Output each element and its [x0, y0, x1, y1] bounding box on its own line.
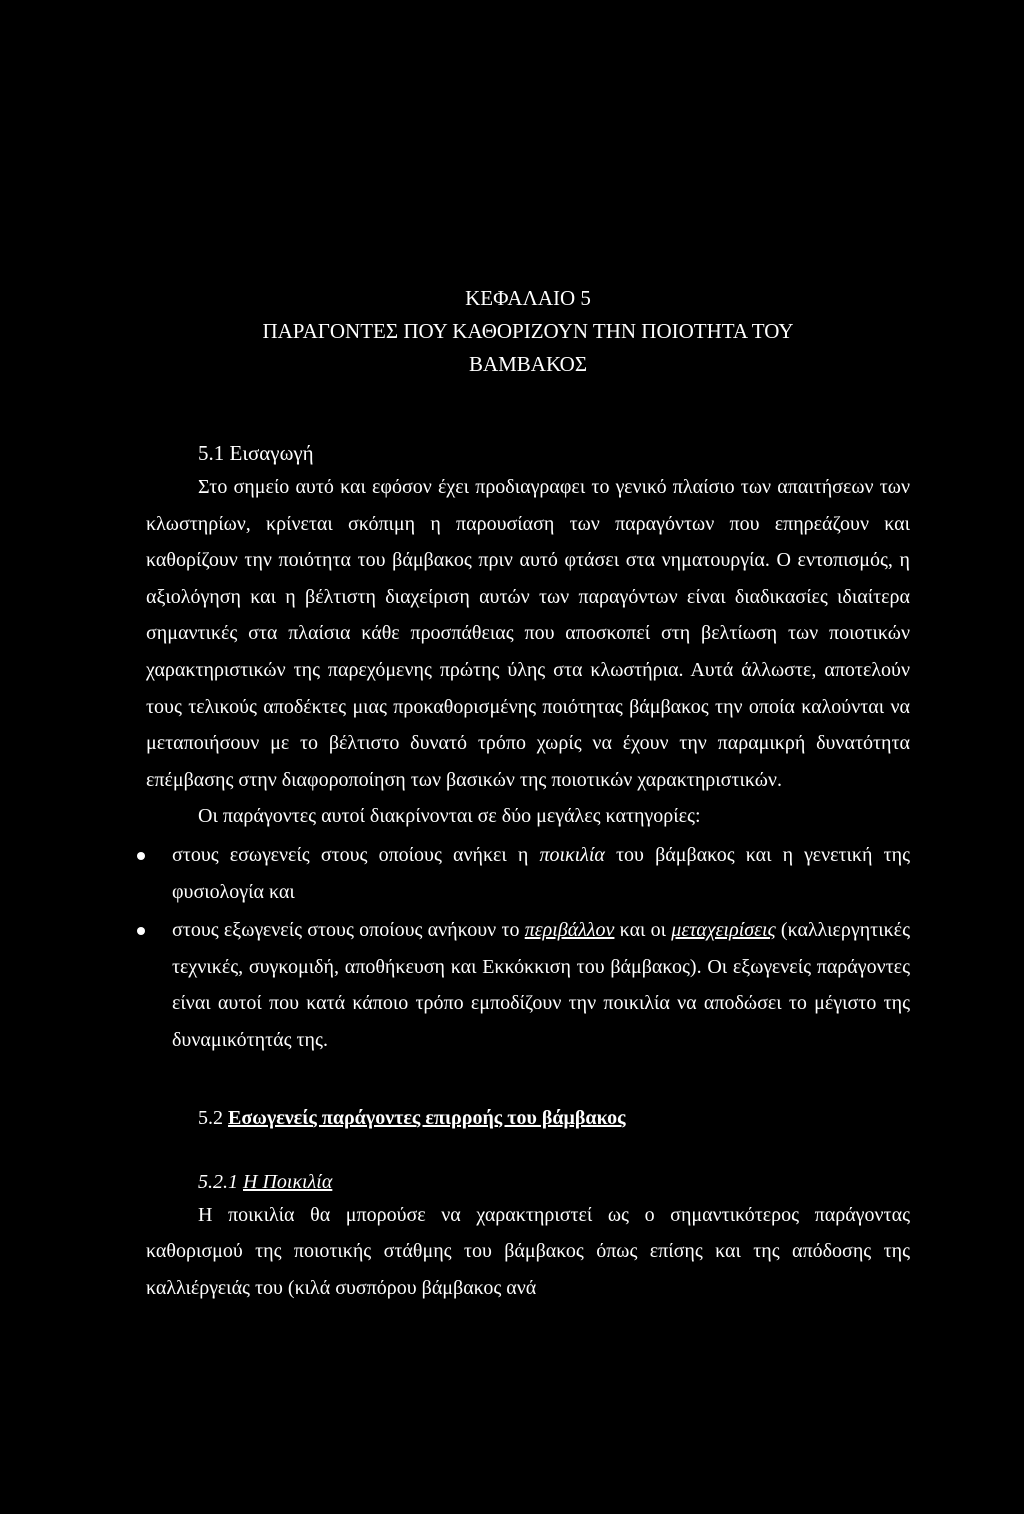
section-heading-5-1: 5.1 Εισαγωγή: [198, 441, 314, 465]
section-heading-5-2: [198, 1103, 910, 1133]
paragraph: [146, 1197, 910, 1307]
list-item: στους εξωγενείς στους οποίους ανήκουν το περιβάλλον και οι μεταχειρίσεις (καλλιεργητικές τεχνικές, συγκομιδή, αποθήκευση και Εκκόκκιση του βάμβακος). Οι εξωγενείς παράγοντες είναι αυτοί που κατά κάποιο τρόπο εμποδίζουν την ποικιλία να αποδώσει το μέγιστο της δυναμικότητάς της.: [146, 912, 910, 1058]
chapter-title: [146, 282, 910, 381]
paragraph-text: Οι παράγοντες αυτοί διακρίνονται σε δύο μεγάλες κατηγορίες:: [198, 805, 701, 828]
chapter-number: ΚΕΦΑΛΑΙΟ 5: [465, 286, 591, 310]
paragraph: [146, 469, 910, 798]
paragraph-text: Στο σημείο αυτό και εφόσον έχει προδιαγραφει το γενικό πλαίσιο των απαιτήσεων των κλωστηρίων, κρίνεται σκόπιμη η παρουσίαση των παραγόντων που επηρεάζουν και καθορίζουν την ποιότητα του βάμβακος πριν αυτό φτάσει στα νηματουργία. Ο εντοπισμός, η αξιολόγηση και η βέλτιστη διαχείριση αυτών των παραγόντων είναι διαδικασίες ιδιαίτερα σημαντικές στα πλαίσια κάθε προσπάθειας που αποσκοπεί στη βελτίωση των ποιοτικών χαρακτηριστικών της παρεχόμενης πρώτης ύλης στα κλωστήρια. Αυτά άλλωστε, αποτελούν τους τελικούς αποδέκτες μιας προκαθορισμένης ποιότητας βάμβακος την οποία καλούνται να μεταποιήσουν με το βέλτιστο δυνατό τρόπο χωρίς να έχουν την παραμικρή δυνατότητα επέμβασης στην διαφοροποίηση των βασικών της ποιοτικών χαρακτηριστικών.: [146, 476, 910, 791]
bullet-list: [146, 837, 910, 1059]
emphasis-text: περιβάλλον: [524, 919, 615, 942]
emphasis-text: μεταχειρίσεις: [671, 919, 776, 942]
paragraph: [146, 798, 910, 835]
paragraph-text: Η ποικιλία θα μπορούσε να χαρακτηριστεί ως ο σημαντικότερος παράγοντας καθορισμού της ποιοτικής στάθμης του βάμβακος όπως επίσης και της απόδοσης της καλλιέργειάς του (κιλά συσπόρου βάμβακος ανά: [146, 1203, 910, 1299]
section-title: Η Ποικιλία: [243, 1170, 333, 1193]
section-number: 5.2.1: [198, 1170, 238, 1193]
document-page: [146, 282, 910, 1306]
chapter-title-line: ΠΑΡΑΓΟΝΤΕΣ ΠΟΥ ΚΑΘΟΡΙΖΟΥΝ ΤΗΝ ΠΟΙΟΤΗΤΑ ΤΟΥ: [262, 319, 794, 343]
bullet-icon: [137, 852, 145, 860]
section-number: 5.2: [198, 1106, 223, 1129]
section-title: Εσωγενείς παράγοντες επιρροής του βάμβακος: [228, 1106, 626, 1129]
bullet-icon: [137, 927, 145, 935]
list-item: στους εσωγενείς στους οποίους ανήκει η ποικιλία του βάμβακος και η γενετική της φυσιολογία και: [146, 837, 910, 910]
section-heading-5-2-1: [198, 1167, 910, 1197]
chapter-title-line: ΒΑΜΒΑΚΟΣ: [468, 352, 588, 376]
emphasis-text: ποικιλία: [539, 843, 605, 866]
